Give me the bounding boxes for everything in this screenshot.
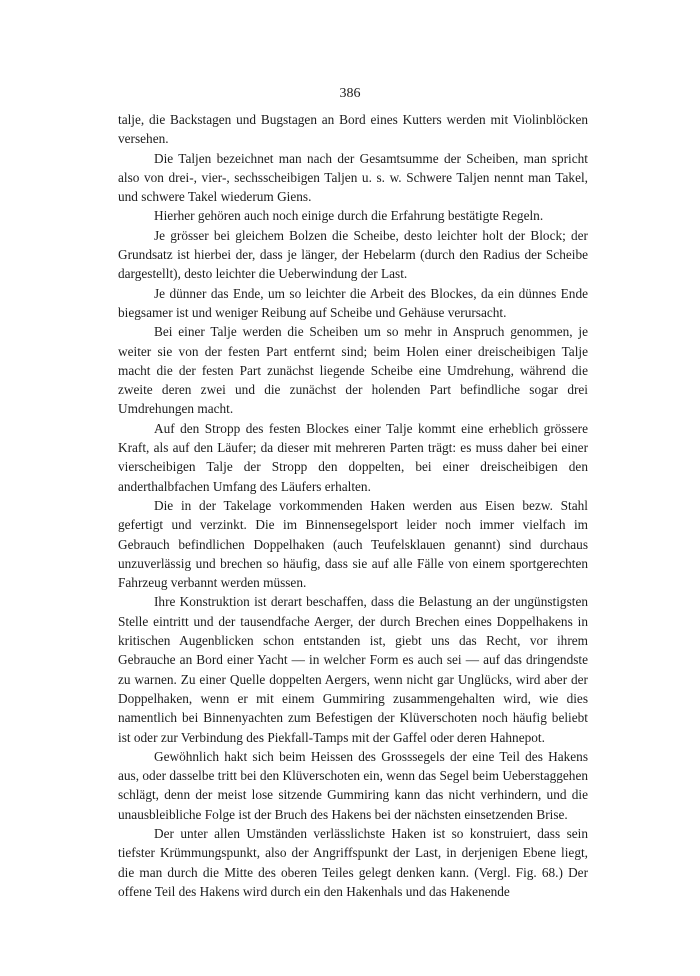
paragraph: Auf den Stropp des festen Blockes einer Talje kommt eine erheblich grössere Kraft, als auf den Läufer; da dieser mit mehreren Parten trägt: es muss daher bei einer vierscheibigen Talje der Stropp den doppelten, bei einer dreischeibigen den anderthalbfachen Umfang des Läufers erhalten. (118, 420, 588, 494)
paragraph: Gewöhnlich hakt sich beim Heissen des Grosssegels der eine Teil des Hakens aus, oder dasselbe tritt bei den Klüverschoten ein, wenn das Segel beim Ueberstaggehen schlägt, denn der meist lose sitzende Gummiring kann das nicht verhindern, und die unausbleibliche Folge ist der Bruch des Hakens bei der nächsten einsetzenden Brise. (118, 748, 588, 822)
paragraph: Ihre Konstruktion ist derart beschaffen, dass die Belastung an der ungünstigsten Stelle eintritt und der tausendfache Aerger, der durch Brechen eines Doppelhakens in kritischen Augenblicken schon entstanden ist, giebt uns das Recht, vor ihrem Gebrauche an Bord einer Yacht — in welcher Form es auch sei — auf das dringendste zu warnen. Zu einer Quelle doppelten Aergers, wenn nicht gar Unglücks, wird aber der Doppelhaken, wenn er mit einem Gummiring zusammengehalten wird, wie dies namentlich bei Binnenyachten zum Befestigen der Klüverschoten noch häufig beliebt ist oder zur Verbindung des Piekfall-Tamps mit der Gaffel oder deren Hahnepot. (118, 594, 588, 745)
paragraph: talje, die Backstagen und Bugstagen an Bord eines Kutters werden mit Violinblöcken versehen. (118, 112, 588, 147)
paragraph: Die Taljen bezeichnet man nach der Gesamtsumme der Scheiben, man spricht also von drei-, vier-, sechsscheibigen Taljen u. s. w. Schwere Taljen nennt man Takel, und schwere Takel wiederum Giens. (118, 150, 588, 205)
paragraph: Bei einer Talje werden die Scheiben um so mehr in Anspruch genommen, je weiter sie von der festen Part entfernt sind; beim Holen einer dreischeibigen Talje macht die der festen Part zunächst liegende Scheibe eine Umdrehung, während die zweite deren zwei und die zunächst der holenden Part befindliche sogar drei Umdrehungen macht. (118, 324, 588, 417)
paragraph: Hierher gehören auch noch einige durch die Erfahrung bestätigte Regeln. (154, 208, 544, 224)
paragraph: Je dünner das Ende, um so leichter die Arbeit des Blockes, da ein dünnes Ende biegsamer ist und weniger Reibung auf Scheibe und Gehäuse verursacht. (118, 285, 588, 320)
paragraph: Je grösser bei gleichem Bolzen die Scheibe, desto leichter holt der Block; der Grundsatz ist hierbei der, dass je länger, der Hebelarm (durch den Radius der Scheibe dargestellt), desto leichter die Ueberwindung der Last. (118, 227, 588, 282)
page-number: 386 (339, 86, 361, 101)
paragraph: Der unter allen Umständen verlässlichste Haken ist so konstruiert, dass sein tiefster Krümmungspunkt, also der Angriffspunkt der Last, in derjenigen Ebene liegt, die man durch die Mitte des oberen Teiles gelegt denken kann. (Vergl. Fig. 68.) Der offene Teil des Hakens wird durch ein den Hakenhals und das Hakenende (118, 825, 588, 899)
body-text (118, 110, 588, 901)
paragraph: Die in der Takelage vorkommenden Haken werden aus Eisen bezw. Stahl gefertigt und verzinkt. Die im Binnensegelsport leider noch immer vielfach im Gebrauch befindlichen Doppelhaken (auch Teufelsklauen genannt) sind durchaus unzuverlässig und brechen so häufig, dass sie auf alle Fälle von einem sportgerechten Fahrzeug verbannt werden müssen. (118, 497, 588, 591)
